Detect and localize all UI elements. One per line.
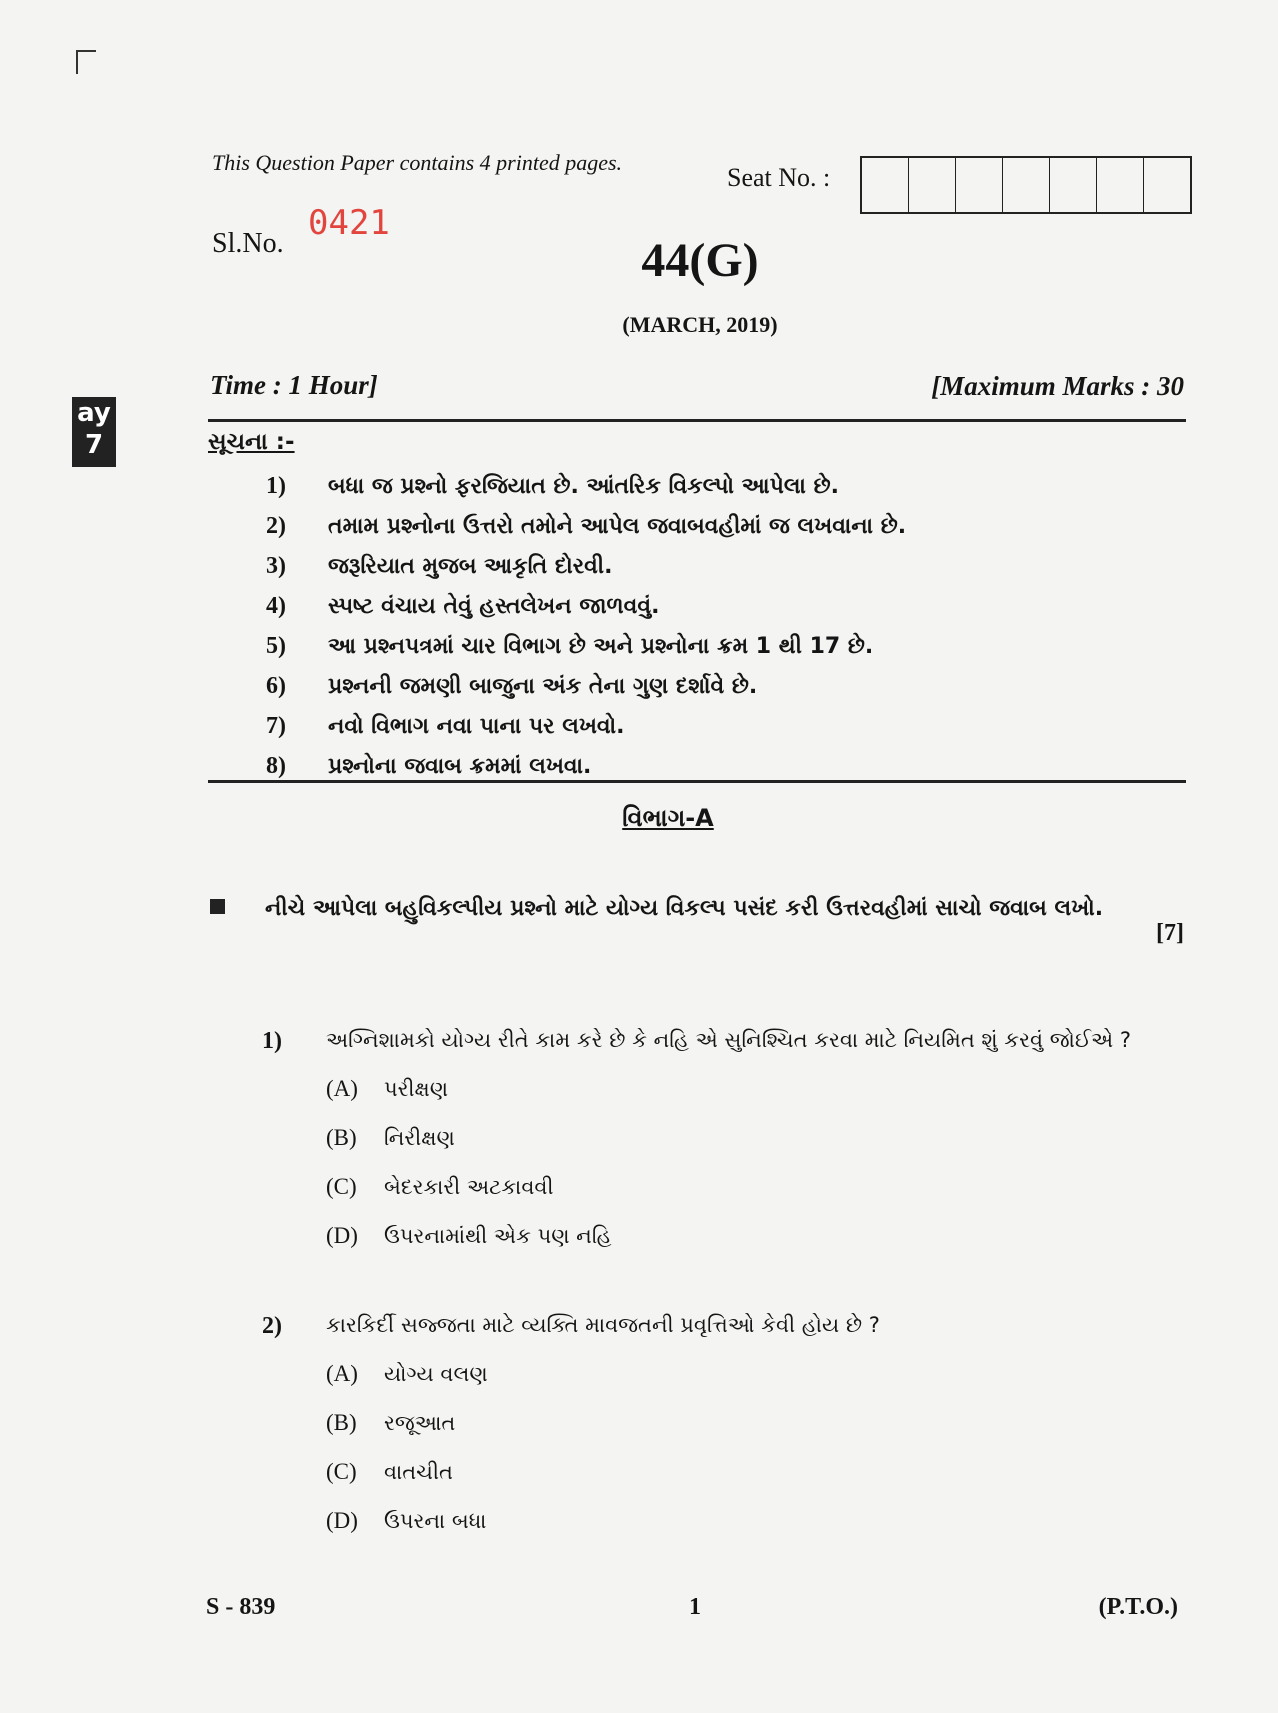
seat-box[interactable]	[1144, 158, 1190, 212]
option-letter: (B)	[326, 1410, 357, 1435]
question-number: 1)	[262, 1028, 282, 1054]
exam-date: (MARCH, 2019)	[622, 312, 778, 337]
serial-number-label: Sl.No.	[212, 228, 284, 259]
option-row	[326, 1174, 554, 1200]
seat-box[interactable]	[1003, 158, 1050, 212]
side-tab	[72, 397, 116, 467]
header-divider	[208, 419, 1186, 422]
seat-box[interactable]	[862, 158, 909, 212]
instruction-text: પ્રશ્નની જમણી બાજુના અંક તેના ગુણ દર્શાવે છે.	[328, 673, 758, 699]
instruction-text: નવો વિભાગ નવા પાના પર લખવો.	[328, 713, 625, 739]
instruction-number: 8)	[266, 752, 286, 779]
instruction-text: તમામ પ્રશ્નોના ઉત્તરો તમોને આપેલ જવાબવહીમાં જ લખવાના છે.	[328, 513, 907, 539]
instruction-item	[266, 506, 906, 546]
option-letter: (A)	[326, 1361, 358, 1386]
footer-paper-code: S - 839	[206, 1594, 276, 1620]
instruction-text: સ્પષ્ટ વંચાય તેવું હસ્તલેખન જાળવવું.	[328, 593, 660, 619]
option-row	[326, 1361, 488, 1387]
section-directive: નીચે આપેલા બહુવિકલ્પીય પ્રશ્નો માટે યોગ્ય વિકલ્પ પસંદ કરી ઉત્તરવહીમાં સાચો જવાબ લખો.	[265, 896, 1104, 921]
instruction-number: 5)	[266, 632, 286, 659]
corner-crop-mark	[76, 50, 96, 74]
option-row	[326, 1125, 455, 1151]
option-text: બેદરકારી અટકાવવી	[384, 1175, 554, 1199]
maximum-marks: [Maximum Marks : 30	[931, 371, 1184, 401]
option-letter: (D)	[326, 1508, 358, 1533]
option-letter: (A)	[326, 1076, 358, 1101]
square-bullet-icon	[210, 899, 225, 914]
option-letter: (D)	[326, 1223, 358, 1248]
instruction-item	[266, 626, 906, 666]
option-row	[326, 1223, 612, 1249]
instruction-item	[266, 546, 906, 586]
option-row	[326, 1076, 448, 1102]
instruction-item	[266, 666, 906, 706]
instruction-number: 4)	[266, 592, 286, 619]
section-title: વિભાગ-A	[622, 804, 714, 832]
option-text: પરીક્ષણ	[384, 1077, 449, 1101]
option-letter: (C)	[326, 1459, 357, 1484]
instructions-divider	[208, 780, 1186, 783]
section-marks: [7]	[1156, 920, 1184, 946]
instruction-number: 2)	[266, 512, 286, 539]
instruction-item	[266, 586, 906, 626]
instruction-text: બધા જ પ્રશ્નો ફરજિયાત છે. આંતરિક વિકલ્પો આપેલા છે.	[328, 473, 839, 499]
serial-number-value: 0421	[308, 203, 390, 243]
instructions-list	[266, 466, 906, 786]
side-tab-line-2: 7	[84, 430, 104, 460]
instruction-number: 7)	[266, 712, 286, 739]
instruction-item	[266, 466, 906, 506]
option-text: વાતચીત	[384, 1460, 453, 1484]
please-turn-over: (P.T.O.)	[1098, 1594, 1178, 1620]
instruction-number: 6)	[266, 672, 286, 699]
instruction-number: 3)	[266, 552, 286, 579]
seat-box[interactable]	[909, 158, 956, 212]
option-letter: (B)	[326, 1125, 357, 1150]
seat-box[interactable]	[1097, 158, 1144, 212]
pages-note: This Question Paper contains 4 printed pages.	[212, 150, 623, 175]
option-row	[326, 1459, 453, 1485]
option-text: ઉપરનામાંથી એક પણ નહિ	[384, 1224, 612, 1248]
seat-number-label: Seat No. :	[727, 163, 831, 192]
page-number: 1	[689, 1594, 701, 1620]
instructions-heading: સૂચના :-	[208, 429, 295, 455]
option-letter: (C)	[326, 1174, 357, 1199]
question-text: અગ્નિશામકો યોગ્ય રીતે કામ કરે છે કે નહિ એ સુનિશ્ચિત કરવા માટે નિયમિત શું કરવું જોઈએ ?	[326, 1028, 1132, 1052]
question-number: 2)	[262, 1313, 282, 1339]
option-text: ઉપરના બધા	[384, 1509, 487, 1533]
seat-number-boxes[interactable]	[860, 156, 1192, 214]
exam-time: Time : 1 Hour]	[210, 370, 378, 400]
side-tab-line-1: ay	[77, 398, 111, 428]
option-text: યોગ્ય વલણ	[384, 1362, 488, 1386]
question-text: કારકિર્દી સજ્જતા માટે વ્યક્તિ માવજતની પ્રવૃત્તિઓ કેવી હોય છે ?	[326, 1313, 880, 1337]
instruction-text: પ્રશ્નોના જવાબ ક્રમમાં લખવા.	[328, 753, 592, 779]
seat-box[interactable]	[1050, 158, 1097, 212]
option-text: રજૂઆત	[384, 1411, 456, 1435]
paper-code: 44(G)	[641, 234, 759, 287]
seat-box[interactable]	[956, 158, 1003, 212]
instruction-text: આ પ્રશ્નપત્રમાં ચાર વિભાગ છે અને પ્રશ્નોના ક્રમ 1 થી 17 છે.	[328, 633, 874, 659]
option-row	[326, 1410, 455, 1436]
option-text: નિરીક્ષણ	[384, 1126, 455, 1150]
instruction-number: 1)	[266, 472, 286, 499]
instruction-item	[266, 706, 906, 746]
option-row	[326, 1508, 486, 1534]
instruction-text: જરૂરિયાત મુજબ આકૃતિ દોરવી.	[328, 553, 613, 579]
